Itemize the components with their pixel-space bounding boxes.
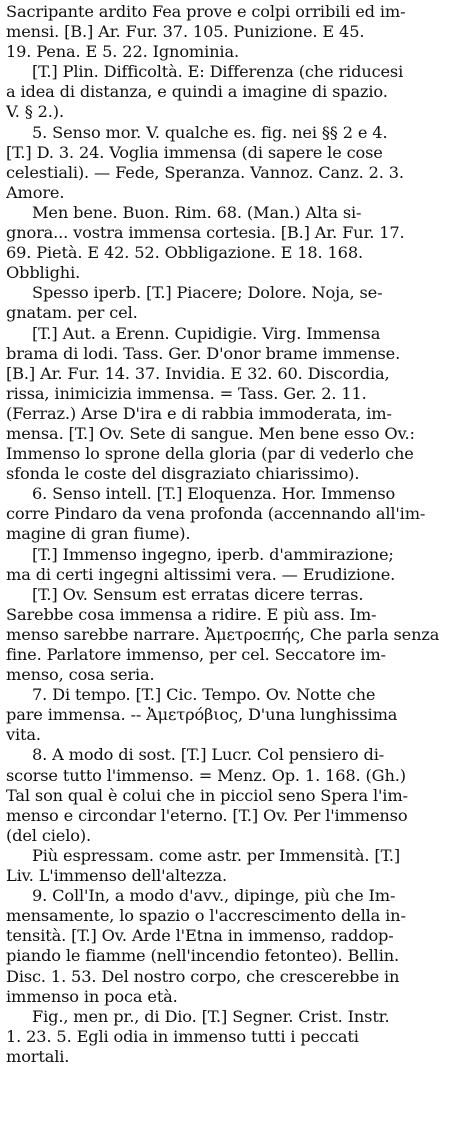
text-line: gnora... vostra immensa cortesia. [B.] Ar. Fur. 17. <box>6 223 405 243</box>
text-line: Sarebbe cosa immensa a ridire. E più ass. Im- <box>6 604 377 624</box>
text-line: (del cielo). <box>6 825 91 845</box>
text-line: fine. Parlatore immenso, per cel. Seccatore im- <box>6 645 386 664</box>
text-line: Disc. 1. 53. Del nostro corpo, che crescerebbe in <box>6 966 400 986</box>
text-line: gnatam. per cel. <box>6 303 138 323</box>
text-line: celestiali). — Fede, Speranza. Vannoz. Canz. 2. 3. <box>6 162 404 182</box>
text-line: [T.] Ov. Sensum est erratas dicere terras. <box>32 584 364 604</box>
text-line: [B.] Ar. Fur. 14. 37. Invidia. E 32. 60. Discordia, <box>6 363 390 383</box>
text-line: [T.] Aut. a Erenn. Cupidigie. Virg. Immensa <box>32 323 381 343</box>
text-line: Men bene. Buon. Rim. 68. (Man.) Alta si- <box>32 202 362 222</box>
text-line: corre Pindaro da vena profonda (accennando all'im- <box>6 504 426 524</box>
text-line: 19. Pena. E 5. 22. Ignominia. <box>6 42 239 62</box>
text-line: Obblighi. <box>6 263 81 283</box>
text-line: Fig., men pr., di Dio. [T.] Segner. Crist. Instr. <box>32 1006 390 1026</box>
text-line: scorse tutto l'immenso. = Menz. Op. 1. 168. (Gh.) <box>6 765 406 785</box>
text-line: mensi. [B.] Ar. Fur. 37. 105. Punizione. E 45. <box>6 22 365 42</box>
text-line: 9. Coll'In, a modo d'avv., dipinge, più che Im- <box>32 886 396 906</box>
text-line: Spesso iperb. [T.] Piacere; Dolore. Noja, se- <box>32 283 383 303</box>
text-line: [T.] D. 3. 24. Voglia immensa (di sapere le cose <box>6 142 383 162</box>
text-line: Amore. <box>6 182 65 202</box>
text-line: V. § 2.). <box>6 102 64 122</box>
text-line: 6. Senso intell. [T.] Eloquenza. Hor. Immenso <box>32 484 396 504</box>
text-line: 8. A modo di sost. [T.] Lucr. Col pensiero di- <box>32 745 385 765</box>
text-line: magine di gran fiume). <box>6 524 191 544</box>
text-line: Immenso lo sprone della gloria (par di vederlo che <box>6 444 414 464</box>
text-line: Più espressam. come astr. per Immensità. [T.] <box>32 845 401 865</box>
text-line: Tal son qual è colui che in picciol seno Spera l'im- <box>6 785 408 805</box>
text-line: vita. <box>6 725 41 745</box>
text-line: ma di certi ingegni altissimi vera. — Erudizione. <box>6 564 396 584</box>
text-line: 7. Di tempo. [T.] Cic. Tempo. Ov. Notte che <box>32 685 376 705</box>
text-line: mortali. <box>6 1046 70 1066</box>
text-line: pare immensa. -- Ἀμετρόβιος, D'una lunghissima <box>6 705 398 725</box>
text-line: tensità. [T.] Ov. Arde l'Etna in immenso, raddop- <box>6 926 394 946</box>
text-line: piando le fiamme (nell'incendio fetonteo). Bellin. <box>6 946 400 966</box>
text-line: [T.] Plin. Difficoltà. E: Differenza (che riducesi <box>32 62 404 82</box>
text-line: mensa. [T.] Ov. Sete di sangue. Men bene esso Ov.: <box>6 423 415 443</box>
text-line: menso e circondar l'eterno. [T.] Ov. Per l'immenso <box>6 805 408 825</box>
text-line: menso sarebbe narrare. Ἀμετροεπής, Che parla senza <box>6 624 440 644</box>
text-line: 1. 23. 5. Egli odia in immenso tutti i peccati <box>6 1026 359 1046</box>
text-line: rissa, inimicizia immensa. = Tass. Ger. 2. 11. <box>6 383 367 403</box>
text-line: brama di lodi. Tass. Ger. D'onor brame immense. <box>6 343 401 363</box>
text-line: 69. Pietà. E 42. 52. Obbligazione. E 18. 168. <box>6 243 363 263</box>
text-line: Liv. L'immenso dell'altezza. <box>6 866 228 886</box>
text-line: mensamente, lo spazio o l'accrescimento della in- <box>6 906 406 926</box>
text-line: 5. Senso mor. V. qualche es. fig. nei §§ 2 e 4. <box>32 122 388 142</box>
text-line: Sacripante ardito Fea prove e colpi orribili ed im- <box>6 2 406 21</box>
text-line: a idea di distanza, e quindi a imagine di spazio. <box>6 82 388 102</box>
text-line: immenso in poca età. <box>6 986 178 1006</box>
text-line: menso, cosa seria. <box>6 665 155 685</box>
text-line: [T.] Immenso ingegno, iperb. d'ammirazione; <box>32 544 394 564</box>
text-line: (Ferraz.) Arse D'ira e di rabbia immoderata, im- <box>6 403 392 423</box>
text-line: sfonda le coste del disgraziato chiarissimo). <box>6 464 360 484</box>
